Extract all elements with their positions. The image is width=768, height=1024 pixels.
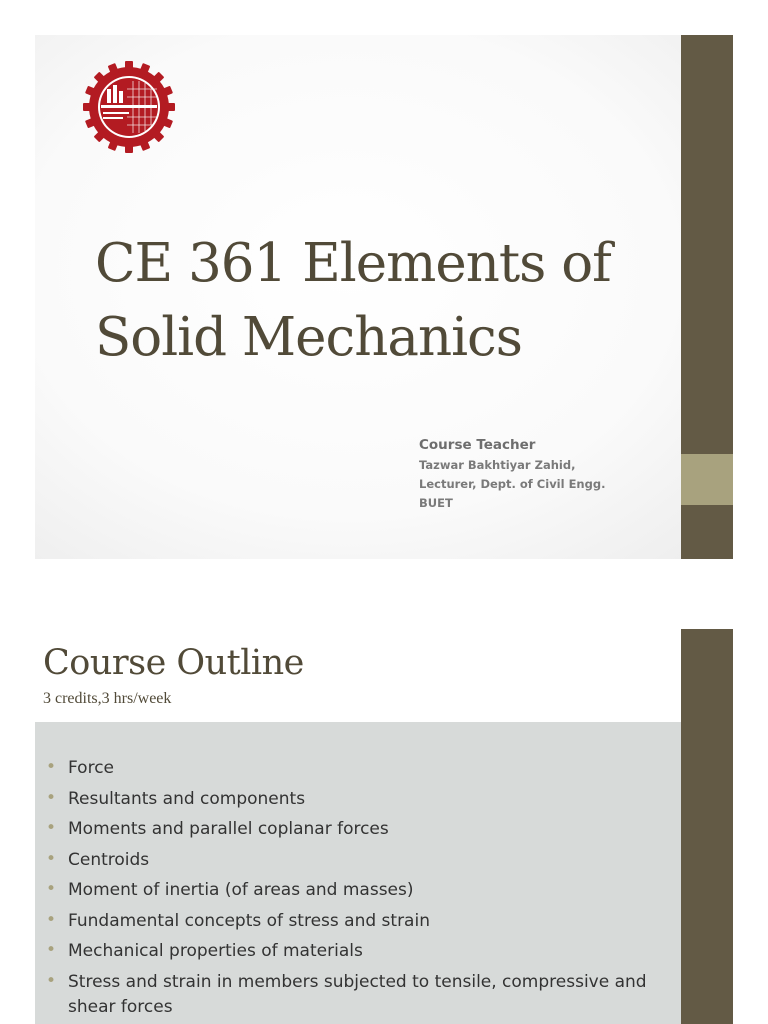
- teacher-name: Tazwar Bakhtiyar Zahid,: [419, 458, 576, 472]
- side-decor-bar: [681, 629, 733, 1024]
- side-decor-accent: [681, 454, 733, 505]
- list-item: • Centroids: [44, 848, 669, 874]
- course-outline-slide: [35, 629, 733, 1024]
- teacher-position: Lecturer, Dept. of Civil Engg.: [419, 477, 606, 491]
- title-line-2: Solid Mechanics: [95, 307, 522, 368]
- list-item: • Resultants and components: [44, 787, 669, 813]
- course-topic-list: [44, 756, 669, 1024]
- list-item: • Mechanical properties of materials: [44, 939, 669, 965]
- buet-gear-emblem-icon: [81, 59, 177, 155]
- course-outline-title: Course Outline: [43, 643, 304, 683]
- list-item: • Force: [44, 756, 669, 782]
- teacher-institution: BUET: [419, 496, 453, 510]
- list-item: • Moments and parallel coplanar forces: [44, 817, 669, 843]
- presentation-title: [95, 227, 655, 375]
- list-item: • Moment of inertia (of areas and masses): [44, 878, 669, 904]
- list-item: • Stress and strain in members subjected to tensile, compressive and shear forces: [44, 970, 669, 1021]
- course-teacher-heading: Course Teacher: [419, 437, 536, 453]
- slide-header-band: [35, 629, 681, 722]
- title-slide: [35, 35, 733, 559]
- list-item: • Fundamental concepts of stress and strain: [44, 909, 669, 935]
- course-teacher-block: [419, 437, 669, 513]
- course-outline-subtitle: 3 credits,3 hrs/week: [43, 690, 172, 707]
- title-line-1: CE 361 Elements of: [95, 233, 611, 294]
